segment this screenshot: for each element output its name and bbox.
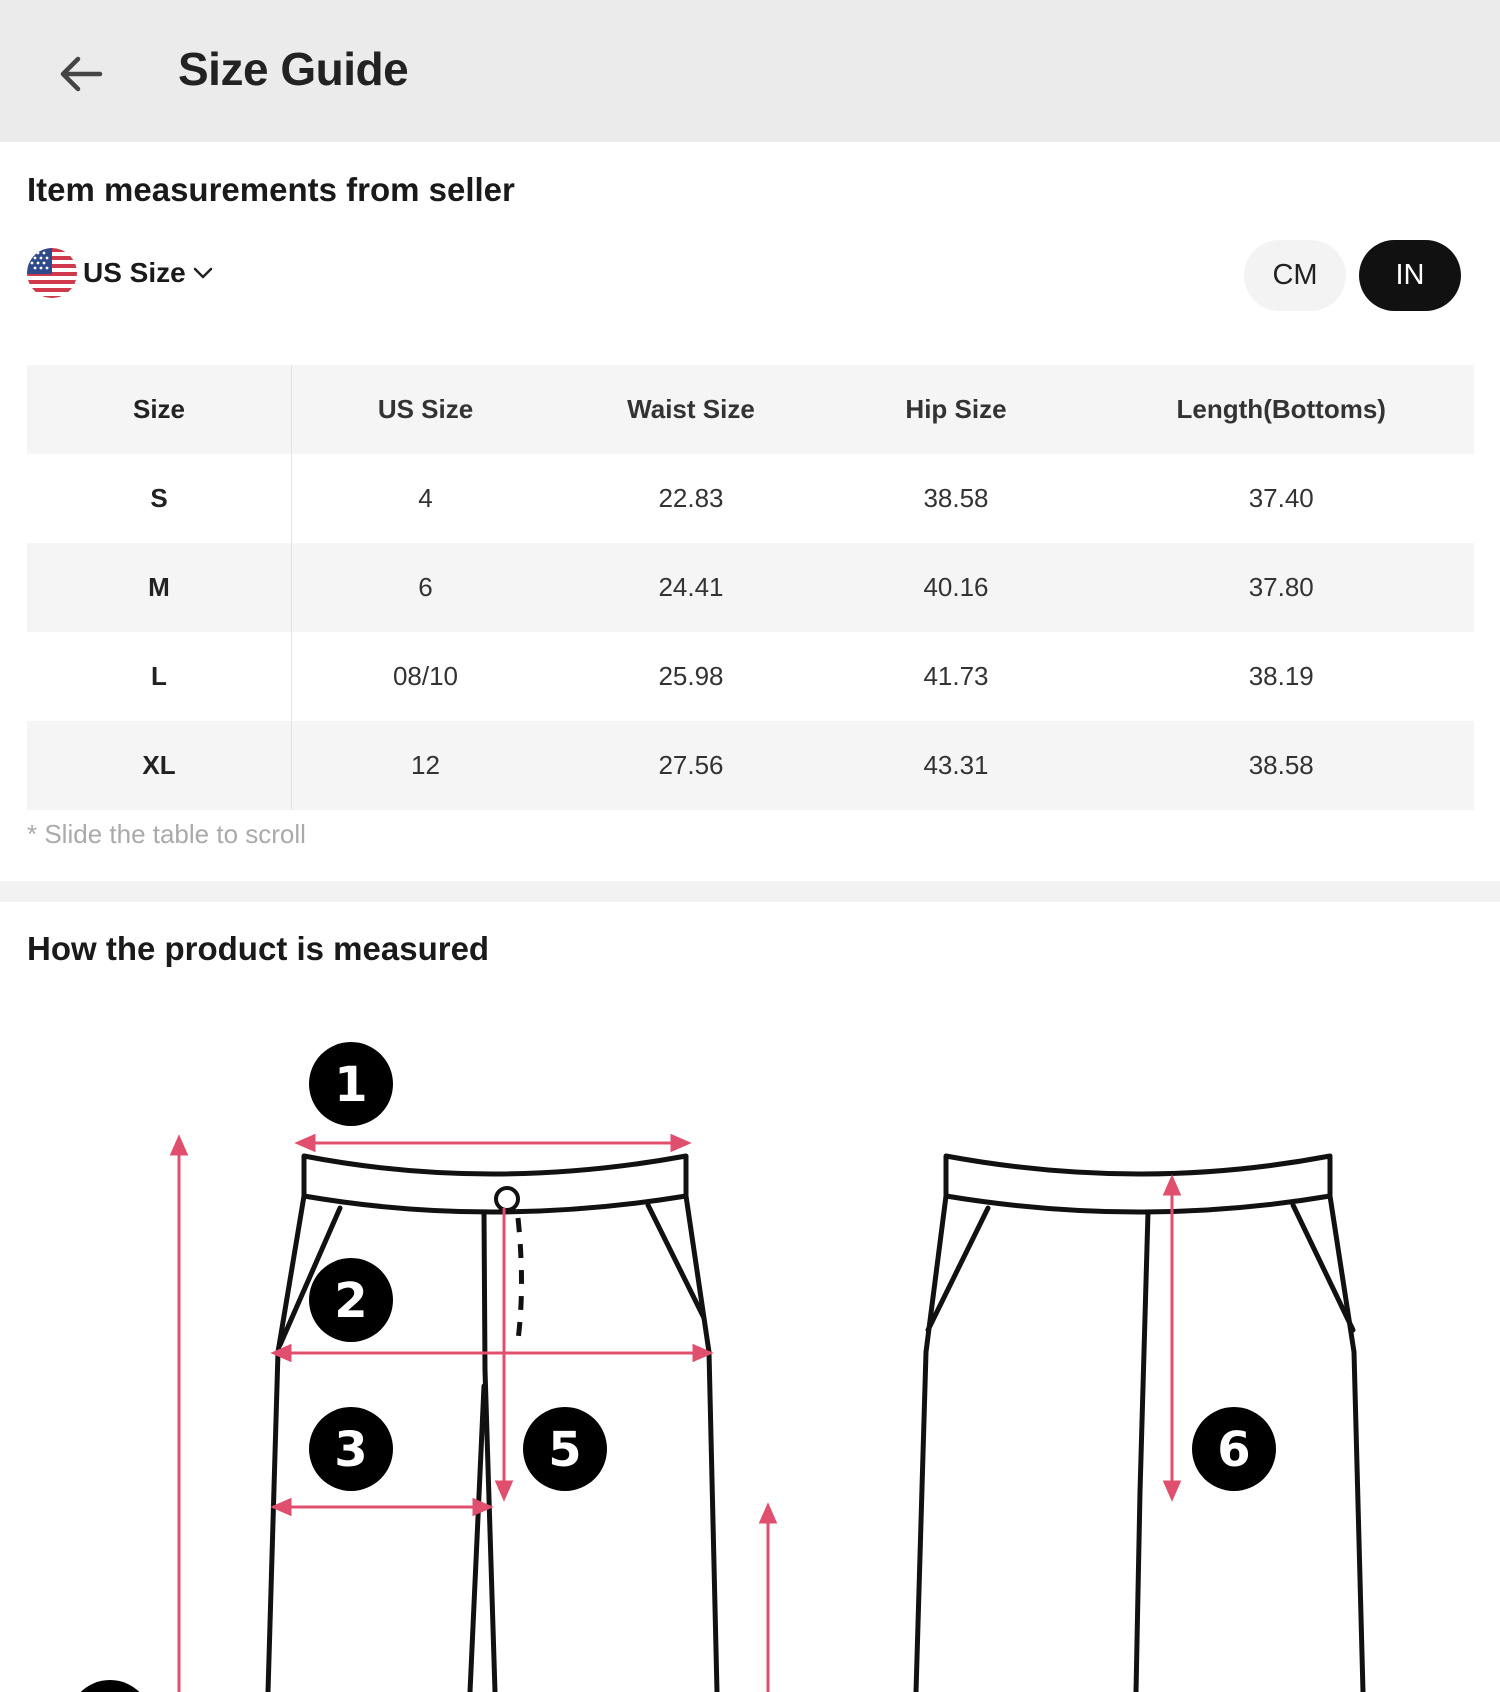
- unit-cm-button[interactable]: CM: [1244, 240, 1346, 311]
- us-size-cell: 6: [292, 543, 560, 632]
- size-cell: S: [27, 454, 292, 543]
- button-icon: [496, 1188, 518, 1210]
- length-cell: 37.40: [1248, 483, 1314, 513]
- arrow-left-icon[interactable]: [52, 44, 112, 104]
- table-row: [27, 454, 1474, 543]
- hip-size-cell: 43.31: [823, 721, 1089, 810]
- length-cell: 37.80: [1089, 543, 1474, 632]
- waist-size-cell: 22.83: [658, 483, 724, 513]
- measurement-diagram: [0, 1000, 1500, 1692]
- chevron-down-icon: [192, 262, 214, 284]
- hip-size-cell: 41.73: [923, 661, 989, 691]
- measurement-lines: [172, 1136, 1179, 1692]
- size-region-dropdown[interactable]: [27, 247, 214, 299]
- how-measured-section-title: How the product is measured: [27, 930, 490, 967]
- length-cell: 38.19: [1248, 661, 1314, 691]
- marker-3: [309, 1407, 393, 1491]
- fly-stitch: [518, 1218, 522, 1340]
- waist-size-cell: 25.98: [658, 661, 724, 691]
- table-header-row: [27, 365, 1474, 454]
- marker-partial: [68, 1680, 152, 1692]
- marker-1: [309, 1042, 393, 1126]
- length-cell: 38.58: [1089, 721, 1474, 810]
- waist-size-cell: 24.41: [559, 543, 823, 632]
- page-title: Size Guide: [178, 43, 409, 95]
- scroll-hint: * Slide the table to scroll: [27, 819, 306, 849]
- marker-6: [1192, 1407, 1276, 1491]
- size-cell: L: [27, 632, 292, 721]
- measurements-section-title: Item measurements from seller: [27, 171, 515, 208]
- size-region-label: US Size: [83, 257, 186, 288]
- us-size-cell: 12: [292, 721, 560, 810]
- us-size-cell: 4: [418, 483, 433, 513]
- hip-size-cell: 38.58: [923, 483, 989, 513]
- column-header-length-bottoms: Length(Bottoms): [1089, 365, 1474, 454]
- table-row: [27, 543, 1474, 632]
- hip-size-cell: 40.16: [823, 543, 1089, 632]
- marker-5: [523, 1407, 607, 1491]
- column-header-us-size: US Size: [292, 365, 560, 454]
- top-app-bar: [0, 0, 1500, 142]
- size-table[interactable]: [27, 365, 1474, 810]
- column-header-hip-size: Hip Size: [823, 365, 1089, 454]
- marker-2: [309, 1258, 393, 1342]
- column-header-size: Size: [27, 365, 292, 454]
- table-row: [27, 632, 1474, 721]
- svg-text:2: 2: [334, 1273, 368, 1329]
- waist-size-cell: 27.56: [559, 721, 823, 810]
- size-cell: M: [27, 543, 292, 632]
- svg-text:6: 6: [1217, 1422, 1251, 1478]
- size-cell: XL: [27, 721, 292, 810]
- svg-text:1: 1: [334, 1057, 368, 1113]
- svg-text:5: 5: [548, 1422, 582, 1478]
- section-divider: [0, 881, 1500, 902]
- table-row: [27, 721, 1474, 810]
- us-size-cell: 08/10: [392, 661, 459, 691]
- pants-back-outline: [916, 1156, 1363, 1692]
- svg-text:3: 3: [334, 1422, 368, 1478]
- unit-in-button[interactable]: IN: [1359, 240, 1461, 311]
- column-header-waist-size: Waist Size: [559, 365, 823, 454]
- us-flag-icon: [27, 248, 77, 298]
